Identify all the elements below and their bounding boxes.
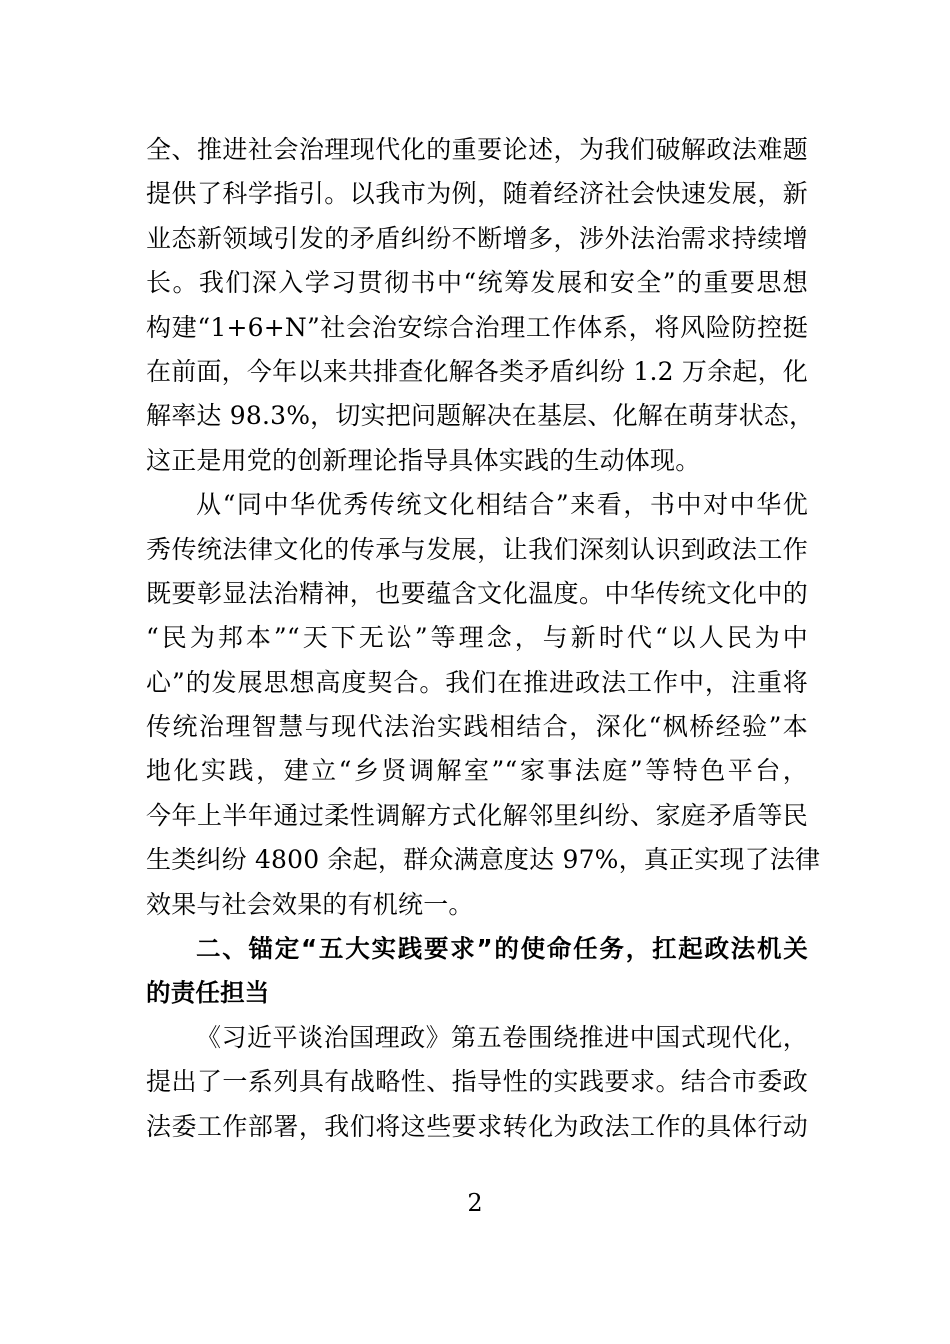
paragraph-line: 传统治理智慧与现代法治实践相结合，深化“枫桥经验”本	[146, 712, 808, 742]
paragraph-line: 秀传统法律文化的传承与发展，让我们深刻认识到政法工作	[146, 534, 808, 564]
paragraph-line: 今年上半年通过柔性调解方式化解邻里纠纷、家庭矛盾等民	[146, 800, 808, 830]
paragraph-line: 地化实践，建立“乡贤调解室”“家事法庭”等特色平台，	[146, 756, 808, 786]
paragraph-line: 构建“1+6+N”社会治安综合治理工作体系，将风险防控挺	[146, 312, 808, 342]
paragraph-line: 解率达 98.3%，切实把问题解决在基层、化解在萌芽状态，	[146, 401, 815, 431]
section-heading-line: 的责任担当	[146, 978, 270, 1008]
paragraph-line: 全、推进社会治理现代化的重要论述，为我们破解政法难题	[146, 135, 808, 164]
paragraph-line: 效果与社会效果的有机统一。	[146, 889, 474, 919]
paragraph-line: 既要彰显法治精神，也要蕴含文化温度。中华传统文化中的	[146, 578, 808, 608]
paragraph-line: “民为邦本”“天下无讼”等理念，与新时代“以人民为中	[146, 623, 808, 653]
page-number: 2	[467, 1189, 483, 1217]
paragraph-line: 从“同中华优秀传统文化相结合”来看，书中对中华优	[196, 490, 808, 520]
paragraph-line: 生类纠纷 4800 余起，群众满意度达 97%，真正实现了法律	[146, 845, 821, 875]
paragraph-line: 在前面，今年以来共排查化解各类矛盾纠纷 1.2 万余起，化	[146, 356, 808, 386]
paragraph-line: 提供了科学指引。以我市为例，随着经济社会快速发展，新	[146, 179, 808, 209]
paragraph-line: 业态新领域引发的矛盾纠纷不断增多，涉外法治需求持续增	[146, 223, 808, 253]
paragraph-line: 长。我们深入学习贯彻书中“统筹发展和安全”的重要思想	[146, 268, 808, 298]
paragraph-line: 这正是用党的创新理论指导具体实践的生动体现。	[146, 445, 701, 475]
document-body	[146, 128, 821, 1149]
paragraph-line: 心”的发展思想高度契合。我们在推进政法工作中，注重将	[146, 667, 808, 697]
paragraph-line: 提出了一系列具有战略性、指导性的实践要求。结合市委政	[146, 1067, 808, 1097]
paragraph-line: 法委工作部署，我们将这些要求转化为政法工作的具体行动	[146, 1111, 808, 1141]
section-heading-line: 二、锚定“五大实践要求”的使命任务，扛起政法机关	[196, 934, 808, 964]
paragraph-line: 《习近平谈治国理政》第五卷围绕推进中国式现代化，	[196, 1022, 808, 1052]
